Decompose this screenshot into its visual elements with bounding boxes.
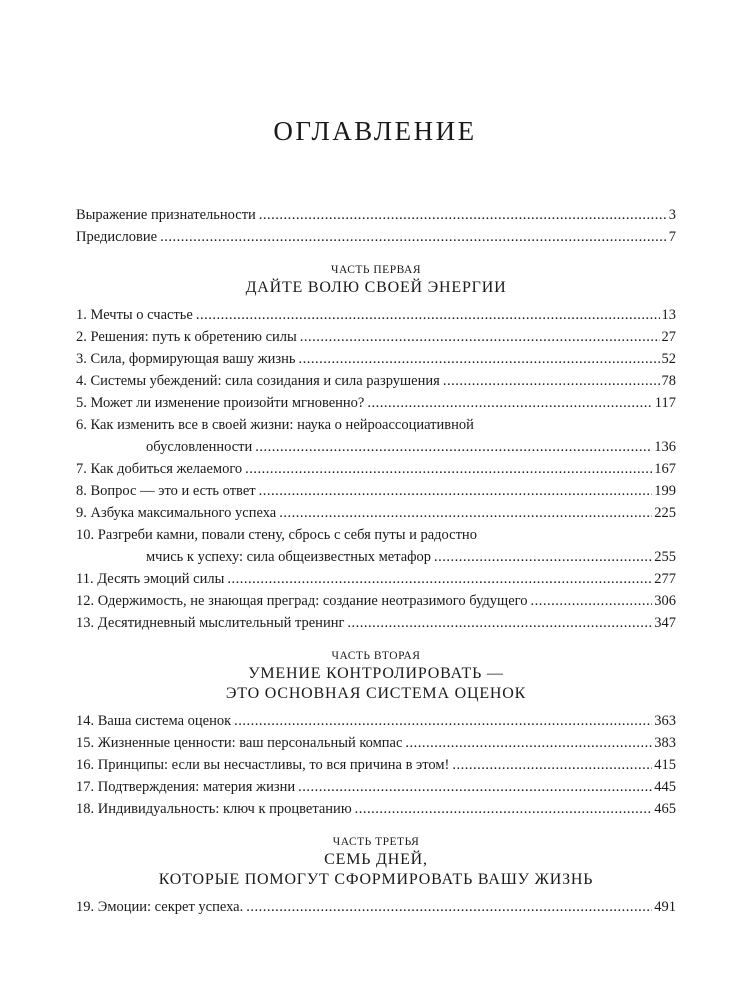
dot-leader: [246, 896, 652, 918]
page-title: ОГЛАВЛЕНИЕ: [273, 116, 477, 146]
dot-leader: [259, 204, 667, 226]
toc-entry-page: 465: [654, 801, 676, 817]
part-label: ЧАСТЬ ПЕРВАЯ: [330, 264, 422, 276]
toc-entry-label[interactable]: 10. Разгреби камни, повали стену, сбрось с себя путы и радостно: [76, 527, 477, 543]
toc-entry-page: 383: [654, 735, 676, 751]
toc-entry[interactable]: [76, 754, 676, 776]
toc-entry-page: 445: [654, 779, 676, 795]
toc-entry-page: 306: [654, 593, 676, 609]
toc-entry-page: 225: [654, 505, 676, 521]
toc-entry[interactable]: [76, 226, 676, 248]
toc-entry-label: 13. Десятидневный мыслительный тренинг: [76, 615, 345, 631]
toc-entry-page: 347: [654, 615, 676, 631]
dot-leader: [234, 710, 652, 732]
dot-leader: [405, 732, 652, 754]
toc-entry[interactable]: [76, 502, 676, 524]
table-of-contents: [76, 204, 676, 918]
part-title: ДАЙТЕ ВОЛЮ СВОЕЙ ЭНЕРГИИ: [245, 279, 507, 296]
dot-leader: [300, 326, 660, 348]
dot-leader: [434, 546, 652, 568]
toc-entry[interactable]: [76, 896, 676, 918]
dot-leader: [355, 798, 653, 820]
toc-entry-label: 18. Индивидуальность: ключ к процветанию: [76, 801, 352, 817]
toc-entry-label: 17. Подтверждения: материя жизни: [76, 779, 296, 795]
toc-entry-continuation[interactable]: [76, 436, 676, 458]
toc-entry-continuation[interactable]: [76, 546, 676, 568]
part-label: ЧАСТЬ ТРЕТЬЯ: [332, 836, 420, 848]
toc-entry-page: 52: [661, 351, 676, 367]
toc-entry-label: 15. Жизненные ценности: ваш персональный компас: [76, 735, 403, 751]
toc-entry-page: 199: [654, 483, 676, 499]
toc-entry-page: 255: [654, 549, 676, 565]
toc-entry-page: 7: [668, 229, 676, 245]
toc-entry[interactable]: [76, 612, 676, 634]
part-title: УМЕНИЕ КОНТРОЛИРОВАТЬ —: [248, 665, 504, 682]
toc-entry-page: 13: [661, 307, 676, 323]
toc-entry-page: 363: [654, 713, 676, 729]
toc-entry-label: 9. Азбука максимального успеха: [76, 505, 277, 521]
toc-entry[interactable]: [76, 776, 676, 798]
toc-entry[interactable]: [76, 392, 676, 414]
toc-entry-label: 12. Одержимость, не знающая преград: создание неотразимого будущего: [76, 593, 528, 609]
toc-entry-label: 14. Ваша система оценок: [76, 713, 232, 729]
toc-entry-label-cont: обусловленности: [146, 439, 253, 455]
toc-entry-label: 16. Принципы: если вы несчастливы, то вся причина в этом!: [76, 757, 450, 773]
toc-entry[interactable]: [76, 568, 676, 590]
part-title: СЕМЬ ДНЕЙ,: [324, 851, 428, 868]
part-title: КОТОРЫЕ ПОМОГУТ СФОРМИРОВАТЬ ВАШУ ЖИЗНЬ: [158, 871, 594, 888]
dot-leader: [259, 480, 653, 502]
toc-entry-label: 11. Десять эмоций силы: [76, 571, 225, 587]
toc-entry[interactable]: [76, 732, 676, 754]
toc-entry-page: 3: [668, 207, 676, 223]
dot-leader: [443, 370, 660, 392]
toc-entry-page: 78: [661, 373, 676, 389]
toc-entry-label: 8. Вопрос — это и есть ответ: [76, 483, 256, 499]
toc-entry-page: 27: [661, 329, 676, 345]
dot-leader: [196, 304, 660, 326]
dot-leader: [530, 590, 652, 612]
toc-entry-label: Предисловие: [76, 229, 158, 245]
toc-entry-page: 136: [654, 439, 676, 455]
toc-entry[interactable]: [76, 326, 676, 348]
dot-leader: [452, 754, 652, 776]
dot-leader: [227, 568, 652, 590]
dot-leader: [255, 436, 652, 458]
toc-entry-label: Выражение признательности: [76, 207, 256, 223]
dot-leader: [160, 226, 667, 248]
toc-entry-label: 2. Решения: путь к обретению силы: [76, 329, 297, 345]
toc-entry[interactable]: [76, 590, 676, 612]
toc-entry[interactable]: [76, 304, 676, 326]
toc-entry-page: 415: [654, 757, 676, 773]
toc-entry[interactable]: [76, 798, 676, 820]
toc-entry-label: 1. Мечты о счастье: [76, 307, 193, 323]
part-title: ЭТО ОСНОВНАЯ СИСТЕМА ОЦЕНОК: [225, 685, 527, 702]
dot-leader: [299, 348, 660, 370]
toc-entry-label: 3. Сила, формирующая вашу жизнь: [76, 351, 296, 367]
toc-entry-label: 7. Как добиться желаемого: [76, 461, 243, 477]
part-label: ЧАСТЬ ВТОРАЯ: [331, 650, 421, 662]
toc-entry-page: 117: [654, 395, 676, 411]
dot-leader: [245, 458, 652, 480]
toc-entry-label[interactable]: 6. Как изменить все в своей жизни: наука о нейроассоциативной: [76, 417, 474, 433]
toc-entry[interactable]: [76, 204, 676, 226]
dot-leader: [279, 502, 652, 524]
toc-entry-page: 277: [654, 571, 676, 587]
toc-entry[interactable]: [76, 348, 676, 370]
toc-entry[interactable]: [76, 710, 676, 732]
toc-entry-page: 491: [654, 899, 676, 915]
toc-entry[interactable]: [76, 458, 676, 480]
toc-entry-label: 19. Эмоции: секрет успеха.: [76, 899, 244, 915]
dot-leader: [367, 392, 652, 414]
dot-leader: [298, 776, 652, 798]
toc-entry-label-cont: мчись к успеху: сила общеизвестных метафор: [146, 549, 432, 565]
toc-entry[interactable]: [76, 370, 676, 392]
dot-leader: [347, 612, 652, 634]
toc-entry-label: 4. Системы убеждений: сила созидания и сила разрушения: [76, 373, 440, 389]
toc-entry-label: 5. Может ли изменение произойти мгновенно?: [76, 395, 365, 411]
toc-entry[interactable]: [76, 480, 676, 502]
toc-entry-page: 167: [654, 461, 676, 477]
